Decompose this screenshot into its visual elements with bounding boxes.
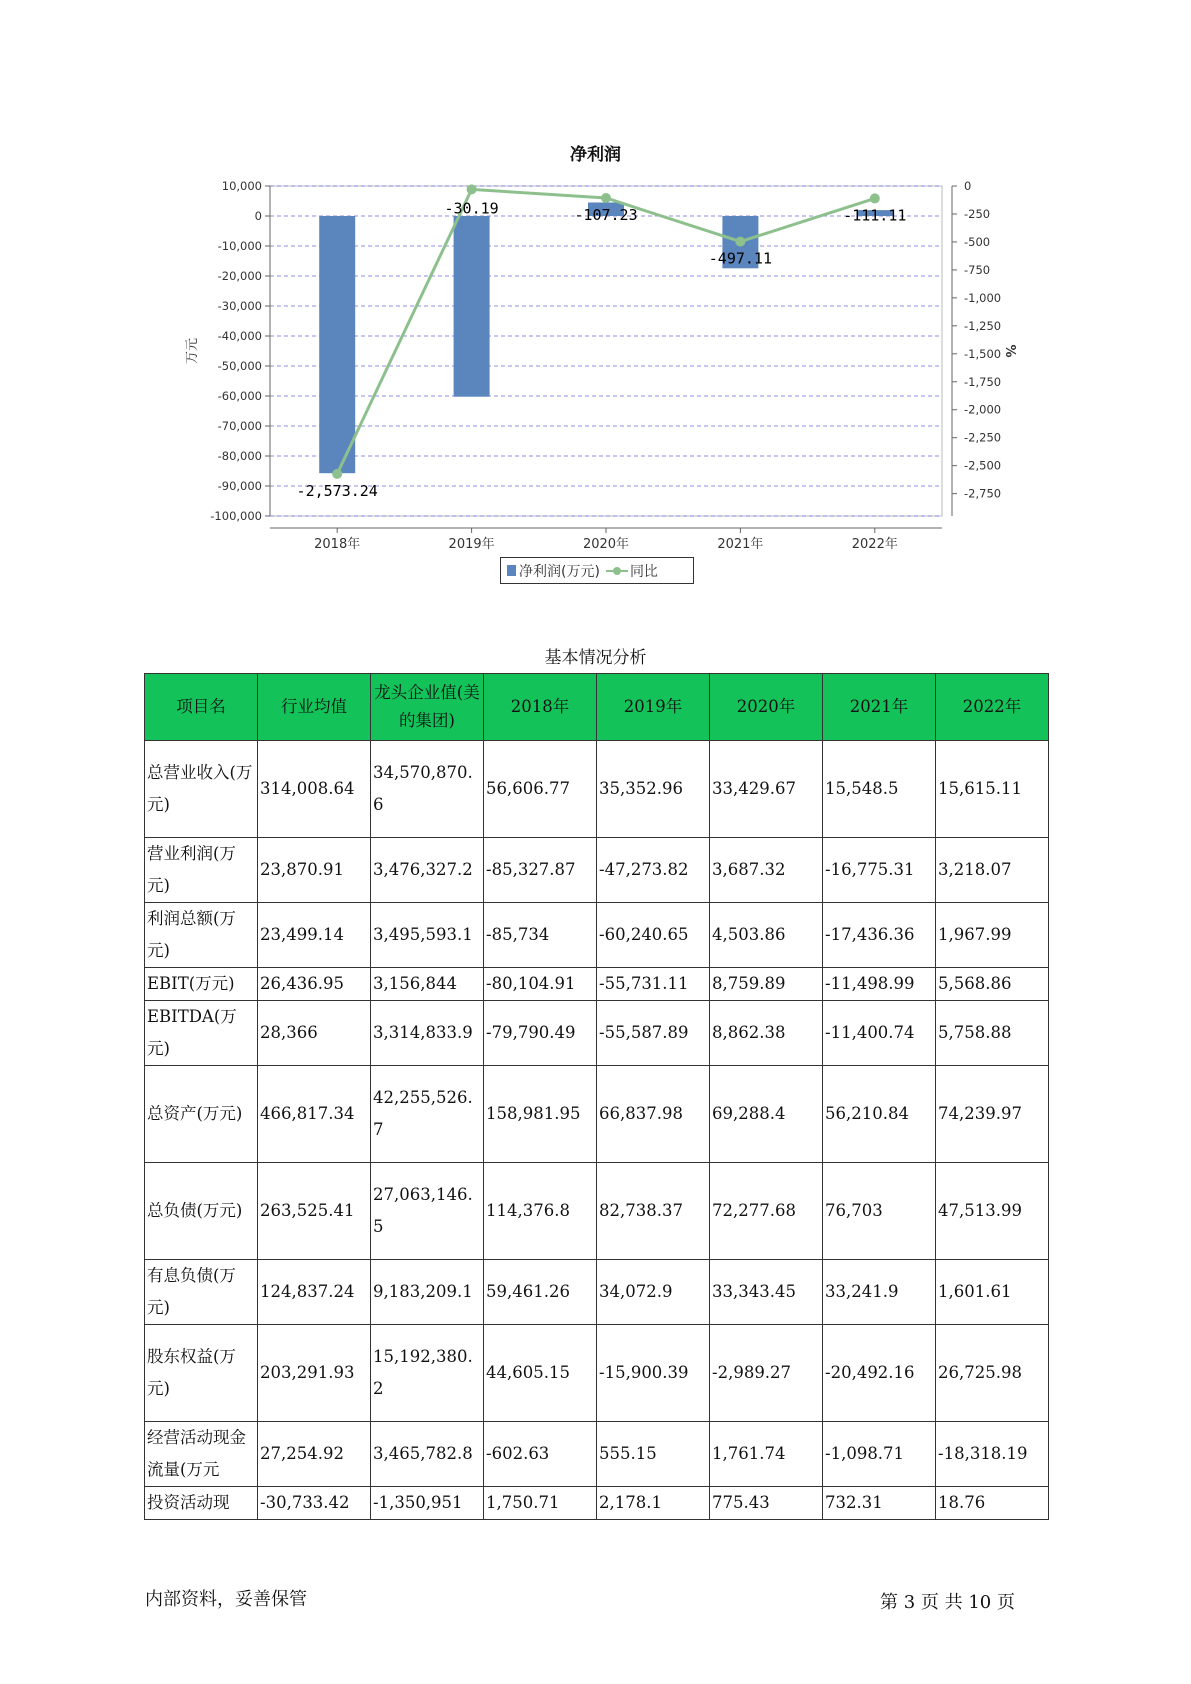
table-cell: 26,436.95 [258,968,371,1001]
table-cell: 34,072.9 [597,1260,710,1325]
y2-tick-label: -1,000 [964,290,1002,305]
table-cell: 28,366 [258,1001,371,1066]
table-cell: 3,156,844 [371,968,484,1001]
table-cell: -18,318.19 [936,1422,1049,1487]
y-tick-label: -80,000 [217,449,262,463]
y-tick-label: 0 [254,209,262,223]
row-label: 营业利润(万元) [145,838,258,903]
table-cell: 732.31 [823,1487,936,1520]
table-cell: 8,862.38 [710,1001,823,1066]
table-cell: 27,254.92 [258,1422,371,1487]
table-row [145,1325,1049,1422]
footer-page-number: 第 3 页 共 10 页 [880,1592,1015,1613]
y2-axis-label: % [1002,344,1017,358]
y-tick-label: -50,000 [217,359,262,373]
table-row [145,1066,1049,1163]
x-tick-label: 2021年 [717,537,764,552]
table-cell: 1,967.99 [936,903,1049,968]
y2-tick-label: -750 [964,262,991,277]
table-cell: -55,587.89 [597,1001,710,1066]
y2-tick-label: -2,250 [964,430,1002,445]
point-label: -107.23 [574,205,638,224]
x-tick-label: 2022年 [851,537,898,552]
point-yoy [735,237,745,247]
table-cell: 15,548.5 [823,741,936,838]
y-axis-label: 万元 [185,337,200,365]
table-cell: -11,400.74 [823,1001,936,1066]
table-cell: 3,314,833.9 [371,1001,484,1066]
table-cell: 26,725.98 [936,1325,1049,1422]
table-header-cell: 2018年 [484,674,597,741]
point-label: -2,573.24 [296,481,378,500]
table-cell: 3,476,327.2 [371,838,484,903]
table-cell: 82,738.37 [597,1163,710,1260]
table-cell: 35,352.96 [597,741,710,838]
point-label: -30.19 [444,199,499,218]
table-cell: 3,465,782.8 [371,1422,484,1487]
table-cell: -80,104.91 [484,968,597,1001]
table-header-cell: 行业均值 [258,674,371,741]
table-cell: 8,759.89 [710,968,823,1001]
y-tick-label: -30,000 [217,299,262,313]
table-cell: 72,277.68 [710,1163,823,1260]
table-cell: 3,687.32 [710,838,823,903]
table-header-cell: 2019年 [597,674,710,741]
table-cell: 124,837.24 [258,1260,371,1325]
table-caption: 基本情况分析 [544,648,647,668]
table-cell: 5,758.88 [936,1001,1049,1066]
row-label: 总资产(万元) [145,1066,258,1163]
table-cell: -16,775.31 [823,838,936,903]
y2-tick-label: -2,750 [964,486,1002,501]
y2-tick-label: -250 [964,206,991,221]
table-cell: 1,761.74 [710,1422,823,1487]
bar-net-profit [454,216,490,397]
table-row [145,968,1049,1001]
y-tick-label: -40,000 [217,329,262,343]
table-cell: 3,218.07 [936,838,1049,903]
table-cell: -20,492.16 [823,1325,936,1422]
table-cell: 42,255,526.7 [371,1066,484,1163]
table-cell: 74,239.97 [936,1066,1049,1163]
table-cell: 33,241.9 [823,1260,936,1325]
table-cell: 466,817.34 [258,1066,371,1163]
point-label: -497.11 [708,249,773,268]
y2-tick-label: 0 [964,179,972,193]
table-cell: 114,376.8 [484,1163,597,1260]
point-label: -111.11 [843,206,907,225]
legend-item-net-profit: 净利润(万元) [519,563,600,580]
footer-confidential: 内部资料，妥善保管 [145,1589,307,1610]
basic-analysis-table [144,673,1049,1520]
table-row [145,1163,1049,1260]
legend-line-swatch [606,565,628,576]
table-cell: 76,703 [823,1163,936,1260]
table-cell: -17,436.36 [823,903,936,968]
table-cell: 69,288.4 [710,1066,823,1163]
row-label: 总负债(万元) [145,1163,258,1260]
legend-bar-swatch [507,565,516,576]
row-label: 有息负债(万元) [145,1260,258,1325]
y2-tick-label: -1,750 [964,374,1002,389]
table-cell: -85,734 [484,903,597,968]
y2-tick-label: -1,250 [964,318,1002,333]
table-cell: -85,327.87 [484,838,597,903]
y-tick-label: -100,000 [210,509,262,523]
table-cell: 158,981.95 [484,1066,597,1163]
table-cell: -15,900.39 [597,1325,710,1422]
table-cell: -2,989.27 [710,1325,823,1422]
x-tick-label: 2020年 [582,537,630,552]
table-row [145,838,1049,903]
table-cell: -602.63 [484,1422,597,1487]
table-header-cell: 龙头企业值(美的集团) [371,674,484,741]
x-tick-label: 2018年 [314,537,361,552]
y-tick-label: -20,000 [217,269,262,283]
table-cell: 203,291.93 [258,1325,371,1422]
row-label: 利润总额(万元) [145,903,258,968]
net-profit-chart [0,0,1191,560]
table-header-cell: 2022年 [936,674,1049,741]
table-cell: 9,183,209.1 [371,1260,484,1325]
bar-net-profit [319,216,355,473]
table-cell: 314,008.64 [258,741,371,838]
table-cell: 66,837.98 [597,1066,710,1163]
table-cell: 56,210.84 [823,1066,936,1163]
table-cell: 33,429.67 [710,741,823,838]
table-cell: -47,273.82 [597,838,710,903]
table-cell: 775.43 [710,1487,823,1520]
point-yoy [870,193,880,203]
x-tick-label: 2019年 [448,537,495,552]
table-cell: 5,568.86 [936,968,1049,1001]
table-cell: -1,098.71 [823,1422,936,1487]
table-row [145,1001,1049,1066]
y2-tick-label: -2,500 [964,458,1002,473]
y-tick-label: -10,000 [217,239,262,253]
row-label: 总营业收入(万元) [145,741,258,838]
y-tick-label: -70,000 [217,419,262,433]
table-cell: -55,731.11 [597,968,710,1001]
table-header-cell: 2021年 [823,674,936,741]
table-row [145,1260,1049,1325]
table-cell: 555.15 [597,1422,710,1487]
y2-tick-label: -500 [964,234,991,249]
table-cell: 47,513.99 [936,1163,1049,1260]
table-cell: 33,343.45 [710,1260,823,1325]
y2-tick-label: -1,500 [964,346,1002,361]
table-cell: 15,615.11 [936,741,1049,838]
point-yoy [332,469,342,479]
plot-area [270,186,942,516]
table-cell: 3,495,593.1 [371,903,484,968]
table-cell: 27,063,146.5 [371,1163,484,1260]
table-header-cell: 2020年 [710,674,823,741]
table-row [145,1487,1049,1520]
y2-tick-label: -2,000 [964,402,1002,417]
table-cell: 23,870.91 [258,838,371,903]
row-label: 股东权益(万元) [145,1325,258,1422]
table-cell: -30,733.42 [258,1487,371,1520]
table-cell: -1,350,951 [371,1487,484,1520]
chart-title: 净利润 [570,145,621,165]
table-cell: 56,606.77 [484,741,597,838]
row-label: EBIT(万元) [145,968,258,1001]
table-cell: -79,790.49 [484,1001,597,1066]
row-label: 投资活动现 [145,1487,258,1520]
table-cell: 18.76 [936,1487,1049,1520]
table-header-row [145,674,1049,741]
y-tick-label: -60,000 [217,389,262,403]
table-cell: 1,601.61 [936,1260,1049,1325]
y-tick-label: -90,000 [217,479,262,493]
table-cell: 59,461.26 [484,1260,597,1325]
table-cell: -11,498.99 [823,968,936,1001]
table-row [145,1422,1049,1487]
table-cell: 15,192,380.2 [371,1325,484,1422]
row-label: 经营活动现金流量(万元 [145,1422,258,1487]
table-cell: 1,750.71 [484,1487,597,1520]
chart-legend [500,557,694,584]
point-yoy [601,193,611,203]
table-cell: 23,499.14 [258,903,371,968]
table-header-cell: 项目名 [145,674,258,741]
y-tick-label: 10,000 [221,179,262,193]
legend-item-yoy: 同比 [629,563,658,580]
table-cell: 4,503.86 [710,903,823,968]
table-cell: -60,240.65 [597,903,710,968]
table-cell: 44,605.15 [484,1325,597,1422]
table-cell: 2,178.1 [597,1487,710,1520]
table-row [145,741,1049,838]
point-yoy [467,184,477,194]
table-row [145,903,1049,968]
row-label: EBITDA(万元) [145,1001,258,1066]
line-yoy [337,189,875,473]
table-cell: 34,570,870.6 [371,741,484,838]
table-cell: 263,525.41 [258,1163,371,1260]
